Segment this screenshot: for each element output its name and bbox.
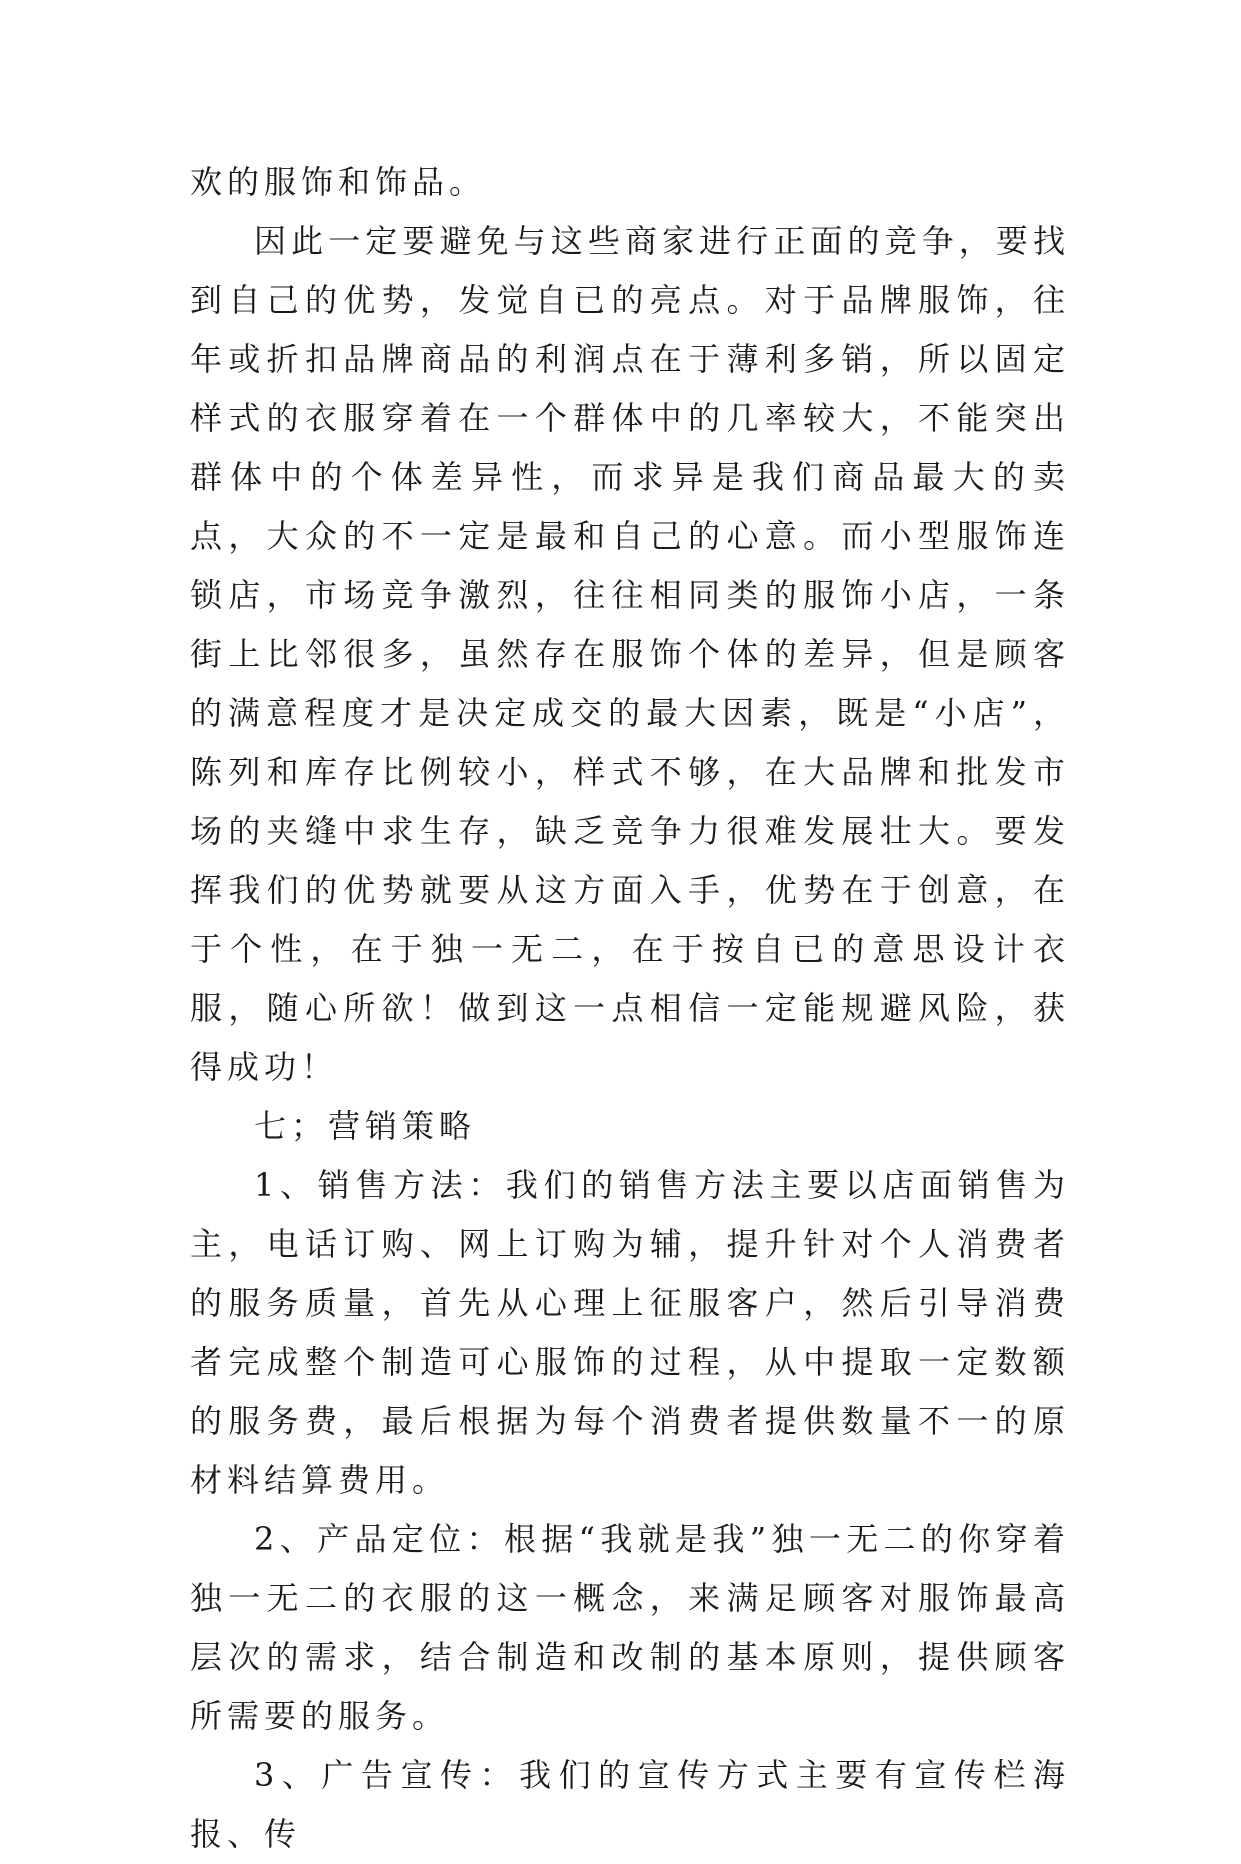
- document-body: [190, 153, 1070, 1864]
- paragraph-sales-method: 1、销售方法：我们的销售方法主要以店面销售为主，电话订购、网上订购为辅，提升针对个人消费者的服务质量，首先从心理上征服客户，然后引导消费者完成整个制造可心服饰的过程，从中提取一定数额的服务费，最后根据为每个消费者提供数量不一的原材料结算费用。: [190, 1166, 1070, 1499]
- paragraph-advertising: 3、广告宣传：我们的宣传方式主要有宣传栏海报、传: [190, 1756, 1070, 1853]
- section-heading-marketing-strategy: 七；营销策略: [254, 1107, 477, 1145]
- paragraph-product-positioning: 2、产品定位：根据“我就是我”独一无二的你穿着独一无二的衣服的这一概念，来满足顾客对服饰最高层次的需求，结合制造和改制的基本原则，提供顾客所需要的服务。: [190, 1520, 1070, 1735]
- paragraph-competitive-advantage: 因此一定要避免与这些商家进行正面的竞争，要找到自己的优势，发觉自已的亮点。对于品牌服饰，往年或折扣品牌商品的利润点在于薄利多销，所以固定样式的衣服穿着在一个群体中的几率较大，不能突出群体中的个体差异性，而求异是我们商品最大的卖点，大众的不一定是最和自己的心意。而小型服饰连锁店，市场竞争激烈，往往相同类的服饰小店，一条街上比邻很多，虽然存在服饰个体的差异，但是顾客的满意程度才是决定成交的最大因素，既是“小店”，陈列和库存比例较小，样式不够，在大品牌和批发市场的夹缝中求生存，缺乏竞争力很难发展壮大。要发挥我们的优势就要从这方面入手，优势在于创意，在于个性，在于独一无二，在于按自已的意思设计衣服，随心所欲！做到这一点相信一定能规避风险，获得成功！: [190, 222, 1070, 1086]
- paragraph-continuation: 欢的服饰和饰品。: [190, 163, 487, 201]
